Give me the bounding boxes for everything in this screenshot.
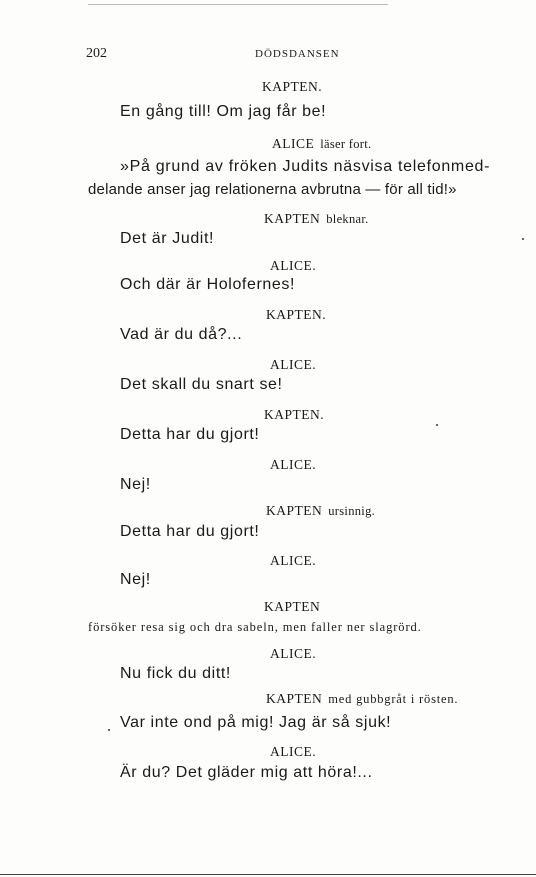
speaker-name: KAPTEN. [266, 307, 327, 322]
speech-line: Detta har du gjort! [120, 523, 260, 540]
page-number: 202 [86, 46, 107, 61]
speaker-line [270, 744, 316, 760]
speech-line: Vad är du då?... [120, 326, 243, 343]
speaker-line [266, 307, 326, 323]
speaker-name: KAPTEN. [264, 407, 325, 422]
speech-line: Var inte ond på mig! Jag är så sjuk! [120, 714, 392, 731]
speaker-line [264, 407, 324, 423]
speech-line: Och där är Holofernes! [120, 276, 296, 293]
speech-line: Detta har du gjort! [120, 426, 260, 443]
stage-direction: bleknar. [326, 212, 369, 226]
speaker-name: KAPTEN [264, 599, 321, 614]
stage-direction: med gubbgråt i rösten. [328, 692, 459, 706]
scan-speck [108, 729, 110, 731]
speaker-name: ALICE. [270, 646, 317, 661]
speaker-line [262, 79, 322, 95]
speaker-name: ALICE [272, 136, 315, 151]
speaker-line [270, 457, 316, 473]
stage-direction: läser fort. [320, 137, 372, 151]
speaker-line [264, 599, 320, 615]
scan-speck [436, 424, 438, 426]
speech-line: Är du? Det gläder mig att höra!... [120, 764, 373, 781]
speaker-name: ALICE. [270, 357, 317, 372]
speaker-name: KAPTEN [266, 691, 323, 706]
speaker-line [266, 503, 375, 519]
bottom-rule [0, 874, 536, 875]
speech-line: Nu fick du ditt! [120, 665, 231, 682]
speaker-line [272, 136, 371, 152]
speaker-name: KAPTEN [264, 211, 321, 226]
speech-line: delande anser jag relationerna avbrutna — för all tid!» [88, 181, 457, 198]
speaker-line [270, 553, 316, 569]
speech-line: En gång till! Om jag får be! [120, 103, 327, 120]
speaker-name: KAPTEN [266, 503, 323, 518]
scan-speck [522, 238, 524, 240]
speaker-name: KAPTEN. [262, 79, 323, 94]
speaker-line [270, 646, 316, 662]
speaker-line [270, 357, 316, 373]
speaker-line [266, 691, 458, 707]
stage-direction: ursinnig. [328, 504, 376, 518]
stage-direction-line: försöker resa sig och dra sabeln, men faller ner slagrörd. [88, 620, 422, 634]
speaker-name: ALICE. [270, 457, 317, 472]
speech-line: Det är Judit! [120, 230, 215, 247]
speaker-name: ALICE. [270, 553, 317, 568]
speaker-line [264, 211, 369, 227]
speech-line: Det skall du snart se! [120, 376, 283, 393]
speaker-line [270, 258, 316, 274]
speaker-name: ALICE. [270, 258, 317, 273]
speech-line: »På grund av fröken Judits näsvisa telefonmed- [120, 158, 491, 175]
running-head: DÖDSDANSEN [255, 48, 340, 60]
speech-line: Nej! [120, 476, 151, 493]
top-rule [88, 4, 388, 5]
speech-line: Nej! [120, 571, 151, 588]
speaker-name: ALICE. [270, 744, 317, 759]
